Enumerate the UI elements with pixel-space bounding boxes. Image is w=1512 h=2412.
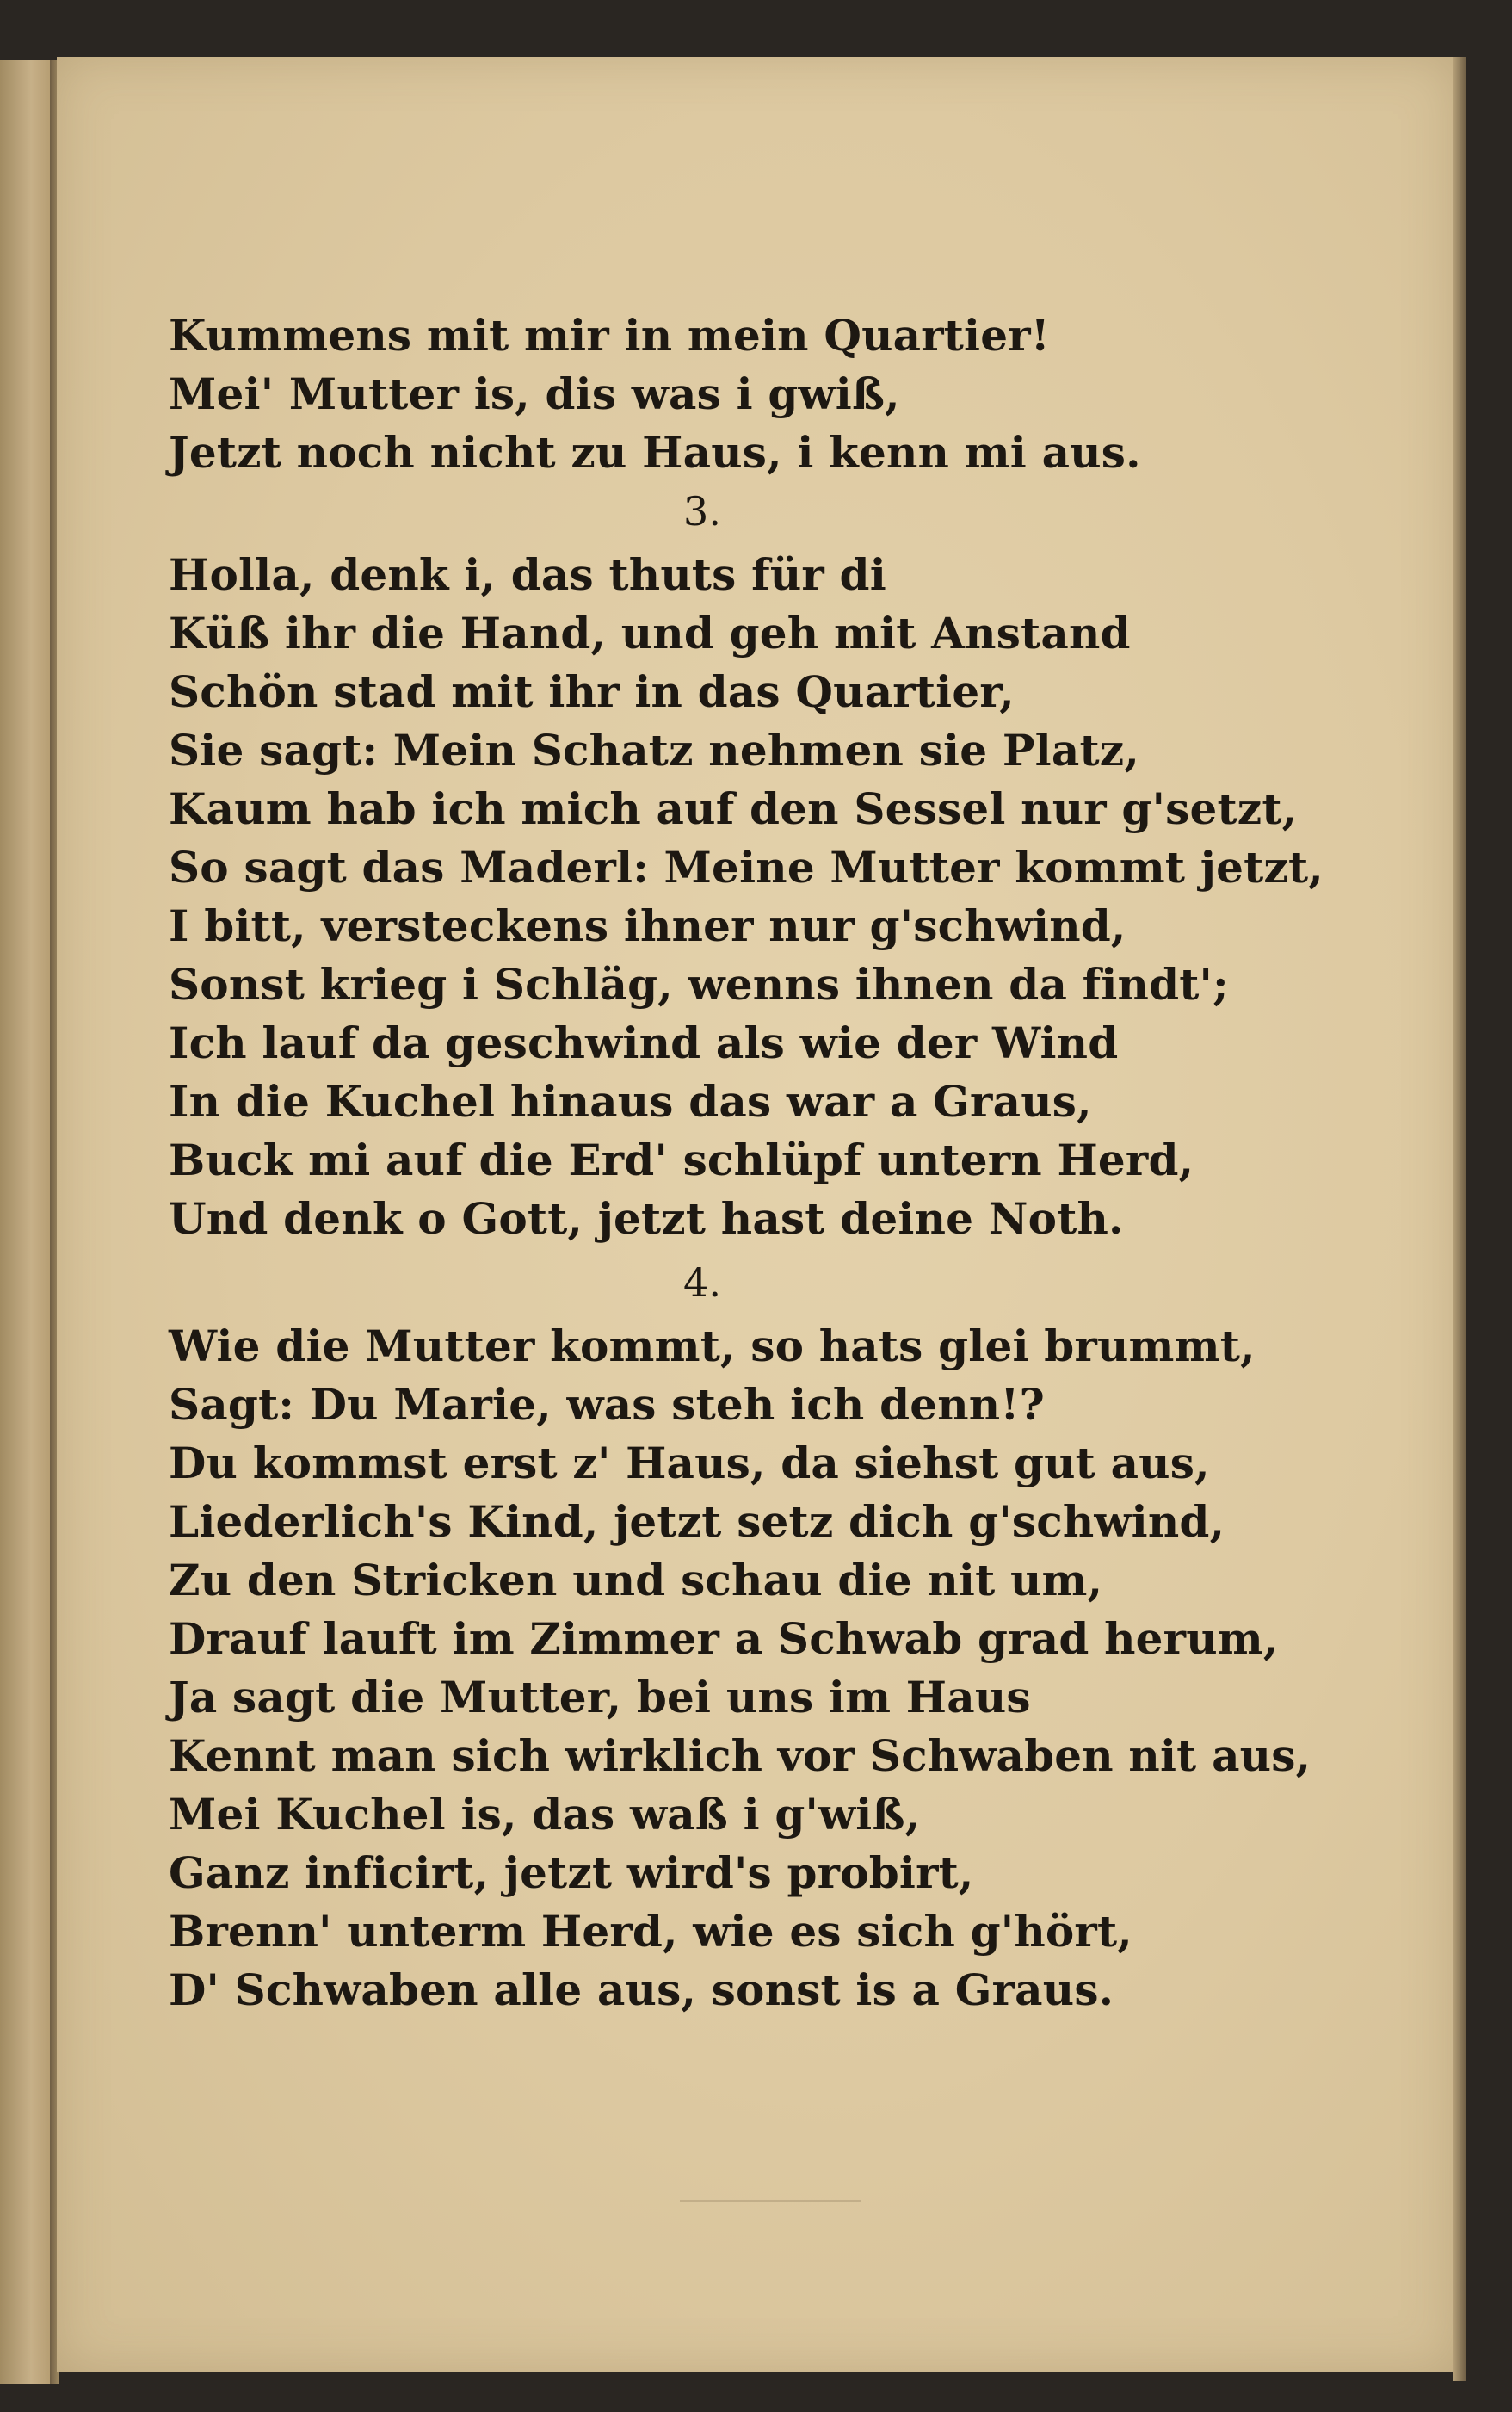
verse-line: Ja sagt die Mutter, bei uns im Haus: [169, 1672, 1031, 1722]
verse-line: Ich lauf da geschwind als wie der Wind: [169, 1017, 1119, 1068]
verse-line: Küß ihr die Hand, und geh mit Anstand: [169, 608, 1131, 659]
verse-number: 3.: [683, 488, 721, 535]
verse-line: Kennt man sich wirklich vor Schwaben nit aus,: [169, 1730, 1311, 1781]
verse-line: So sagt das Maderl: Meine Mutter kommt jetzt,: [169, 842, 1324, 893]
verse-line: Sie sagt: Mein Schatz nehmen sie Platz,: [169, 725, 1139, 776]
verse-line: Mei Kuchel is, das waß i g'wiß,: [169, 1789, 921, 1840]
poem-text: [169, 306, 1324, 2019]
verse-line: Zu den Stricken und schau die nit um,: [169, 1555, 1103, 1605]
verse-line: Ganz inficirt, jetzt wird's probirt,: [169, 1847, 974, 1898]
page-right-edge: [1453, 57, 1466, 2381]
verse-number: 4.: [683, 1259, 721, 1306]
verse-line: Jetzt noch nicht zu Haus, i kenn mi aus.: [169, 427, 1141, 478]
verse-line: Schön stad mit ihr in das Quartier,: [169, 666, 1015, 717]
verse-line: Mei' Mutter is, dis was i gwiß,: [169, 368, 900, 419]
verse-line: Holla, denk i, das thuts für di: [169, 549, 886, 600]
verse-line: I bitt, versteckens ihner nur g'schwind,: [169, 900, 1126, 951]
verse-line: D' Schwaben alle aus, sonst is a Graus.: [169, 1964, 1114, 2015]
verse-line: Kummens mit mir in mein Quartier!: [169, 310, 1050, 361]
verse-4: [169, 1317, 1311, 2019]
verse-line: Buck mi auf die Erd' schlüpf untern Herd,: [169, 1135, 1194, 1185]
verse-line: Liederlich's Kind, jetzt setz dich g'schwind,: [169, 1496, 1225, 1547]
verse-3: [169, 546, 1324, 1248]
verse-line: Kaum hab ich mich auf den Sessel nur g'setzt,: [169, 783, 1298, 834]
verse-line: Drauf lauft im Zimmer a Schwab grad herum,: [169, 1613, 1279, 1664]
previous-page-edge: [0, 60, 52, 2384]
verse-line: Du kommst erst z' Haus, da siehst gut aus,: [169, 1438, 1210, 1488]
verse-line: Und denk o Gott, jetzt hast deine Noth.: [169, 1193, 1124, 1244]
verse-line: Sagt: Du Marie, was steh ich denn!?: [169, 1379, 1045, 1430]
verse-line: Sonst krieg i Schläg, wenns ihnen da findt';: [169, 959, 1229, 1010]
verse-intro: [169, 306, 1287, 482]
closing-rule: [680, 2200, 861, 2202]
verse-line: Brenn' unterm Herd, wie es sich g'hört,: [169, 1906, 1132, 1957]
verse-line: In die Kuchel hinaus das war a Graus,: [169, 1076, 1092, 1127]
verse-line: Wie die Mutter kommt, so hats glei brummt,: [169, 1320, 1256, 1371]
